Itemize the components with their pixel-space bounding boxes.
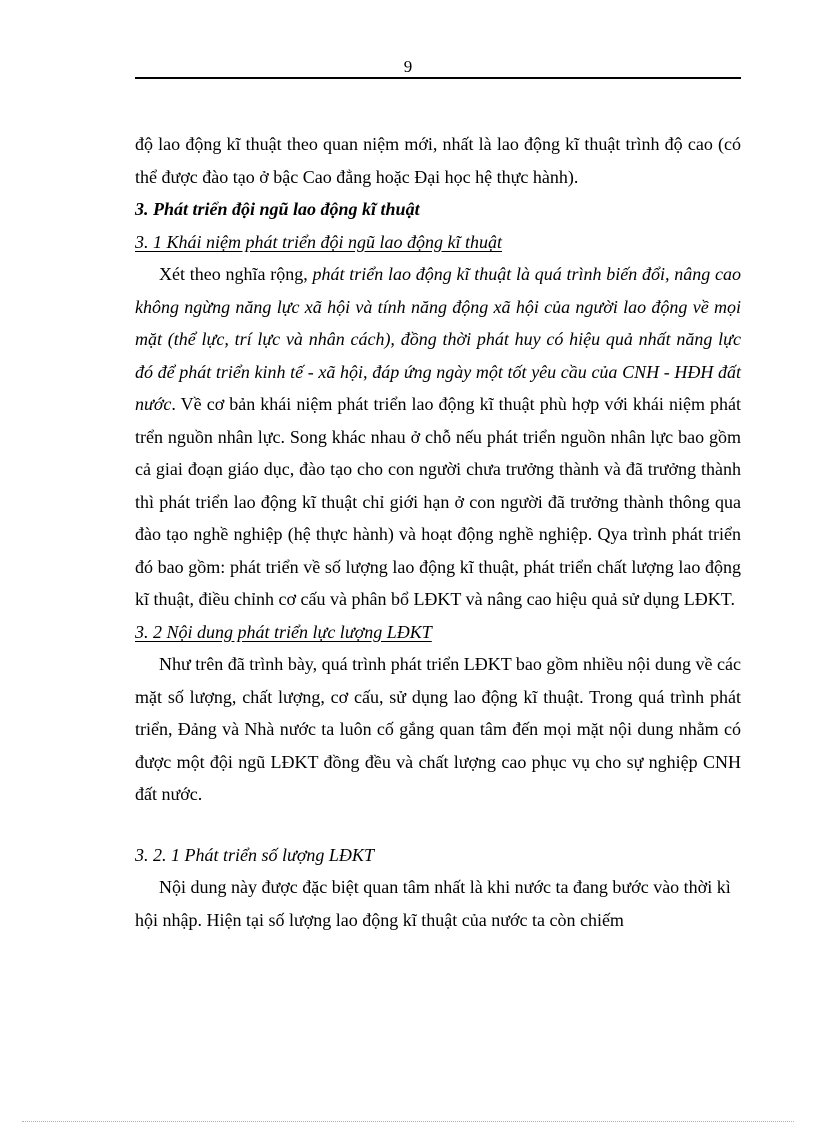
subsection-heading-3-2: 3. 2 Nội dung phát triển lực lượng LĐKT <box>135 621 432 642</box>
paragraph-definition-italic: phát triển lao động kĩ thuật là quá trình biến đổi, nâng cao không ngừng năng lực xã hội và tính năng động xã hội của người lao động về mọi mặt (thể lực, trí lực và nhân cách), đồng thời phát huy có hiệu quả nhất năng lực đó để phát triển kinh tế - xã hội, đáp ứng ngày một tốt yêu cầu của CNH - HĐH đất nước <box>135 264 741 414</box>
paragraph-continuation: độ lao động kĩ thuật theo quan niệm mới, nhất là lao động kĩ thuật trình độ cao (có thể được đào tạo ở bậc Cao đẳng hoặc Đại học hệ thực hành). <box>135 134 741 187</box>
subsection-heading-3-2-1: 3. 2. 1 Phát triển số lượng LĐKT <box>135 844 374 865</box>
header-rule <box>135 77 741 79</box>
paragraph-definition-lead: Xét theo nghĩa rộng, <box>159 264 313 284</box>
paragraph-definition-rest: . Về cơ bản khái niệm phát triển lao động kĩ thuật phù hợp với khái niệm phát trển nguồn nhân lực. Song khác nhau ở chỗ nếu phát triển nguồn nhân lực bao gồm cả giai đoạn giáo dục, đào tạo cho con người chưa trưởng thành và đã trưởng thành thì phát triển lao động kĩ thuật chỉ giới hạn ở con người đã trưởng thành thông qua đào tạo nghề nghiệp (hệ thực hành) và hoạt động nghề nghiệp. Qya trình phát triển đó bao gồm: phát triển về số lượng lao động kĩ thuật, phát triển chất lượng lao động kĩ thuật, điều chỉnh cơ cấu và phân bổ LĐKT và nâng cao hiệu quả sử dụng LĐKT. <box>135 394 741 609</box>
paragraph-definition <box>135 258 741 616</box>
document-body <box>135 128 741 936</box>
paragraph-quantity: Nội dung này được đặc biệt quan tâm nhất là khi nước ta đang bước vào thời kì hội nhập. Hiện tại số lượng lao động kĩ thuật của nước ta còn chiếm <box>135 877 731 930</box>
paragraph-content-overview: Như trên đã trình bày, quá trình phát triển LĐKT bao gồm nhiều nội dung về các mặt số lượng, chất lượng, cơ cấu, sử dụng lao động kĩ thuật. Trong quá trình phát triển, Đảng và Nhà nước ta luôn cố gắng quan tâm đến mọi mặt nội dung nhằm có được một đội ngũ LĐKT đồng đều và chất lượng cao phục vụ cho sự nghiệp CNH đất nước. <box>135 654 741 804</box>
section-heading-3: 3. Phát triển đội ngũ lao động kĩ thuật <box>135 199 420 219</box>
blank-line <box>135 811 741 839</box>
page-number: 9 <box>403 57 413 76</box>
subsection-heading-3-1: 3. 1 Khái niệm phát triển đội ngũ lao động kĩ thuật <box>135 231 502 252</box>
page-bottom-edge <box>22 1121 794 1122</box>
